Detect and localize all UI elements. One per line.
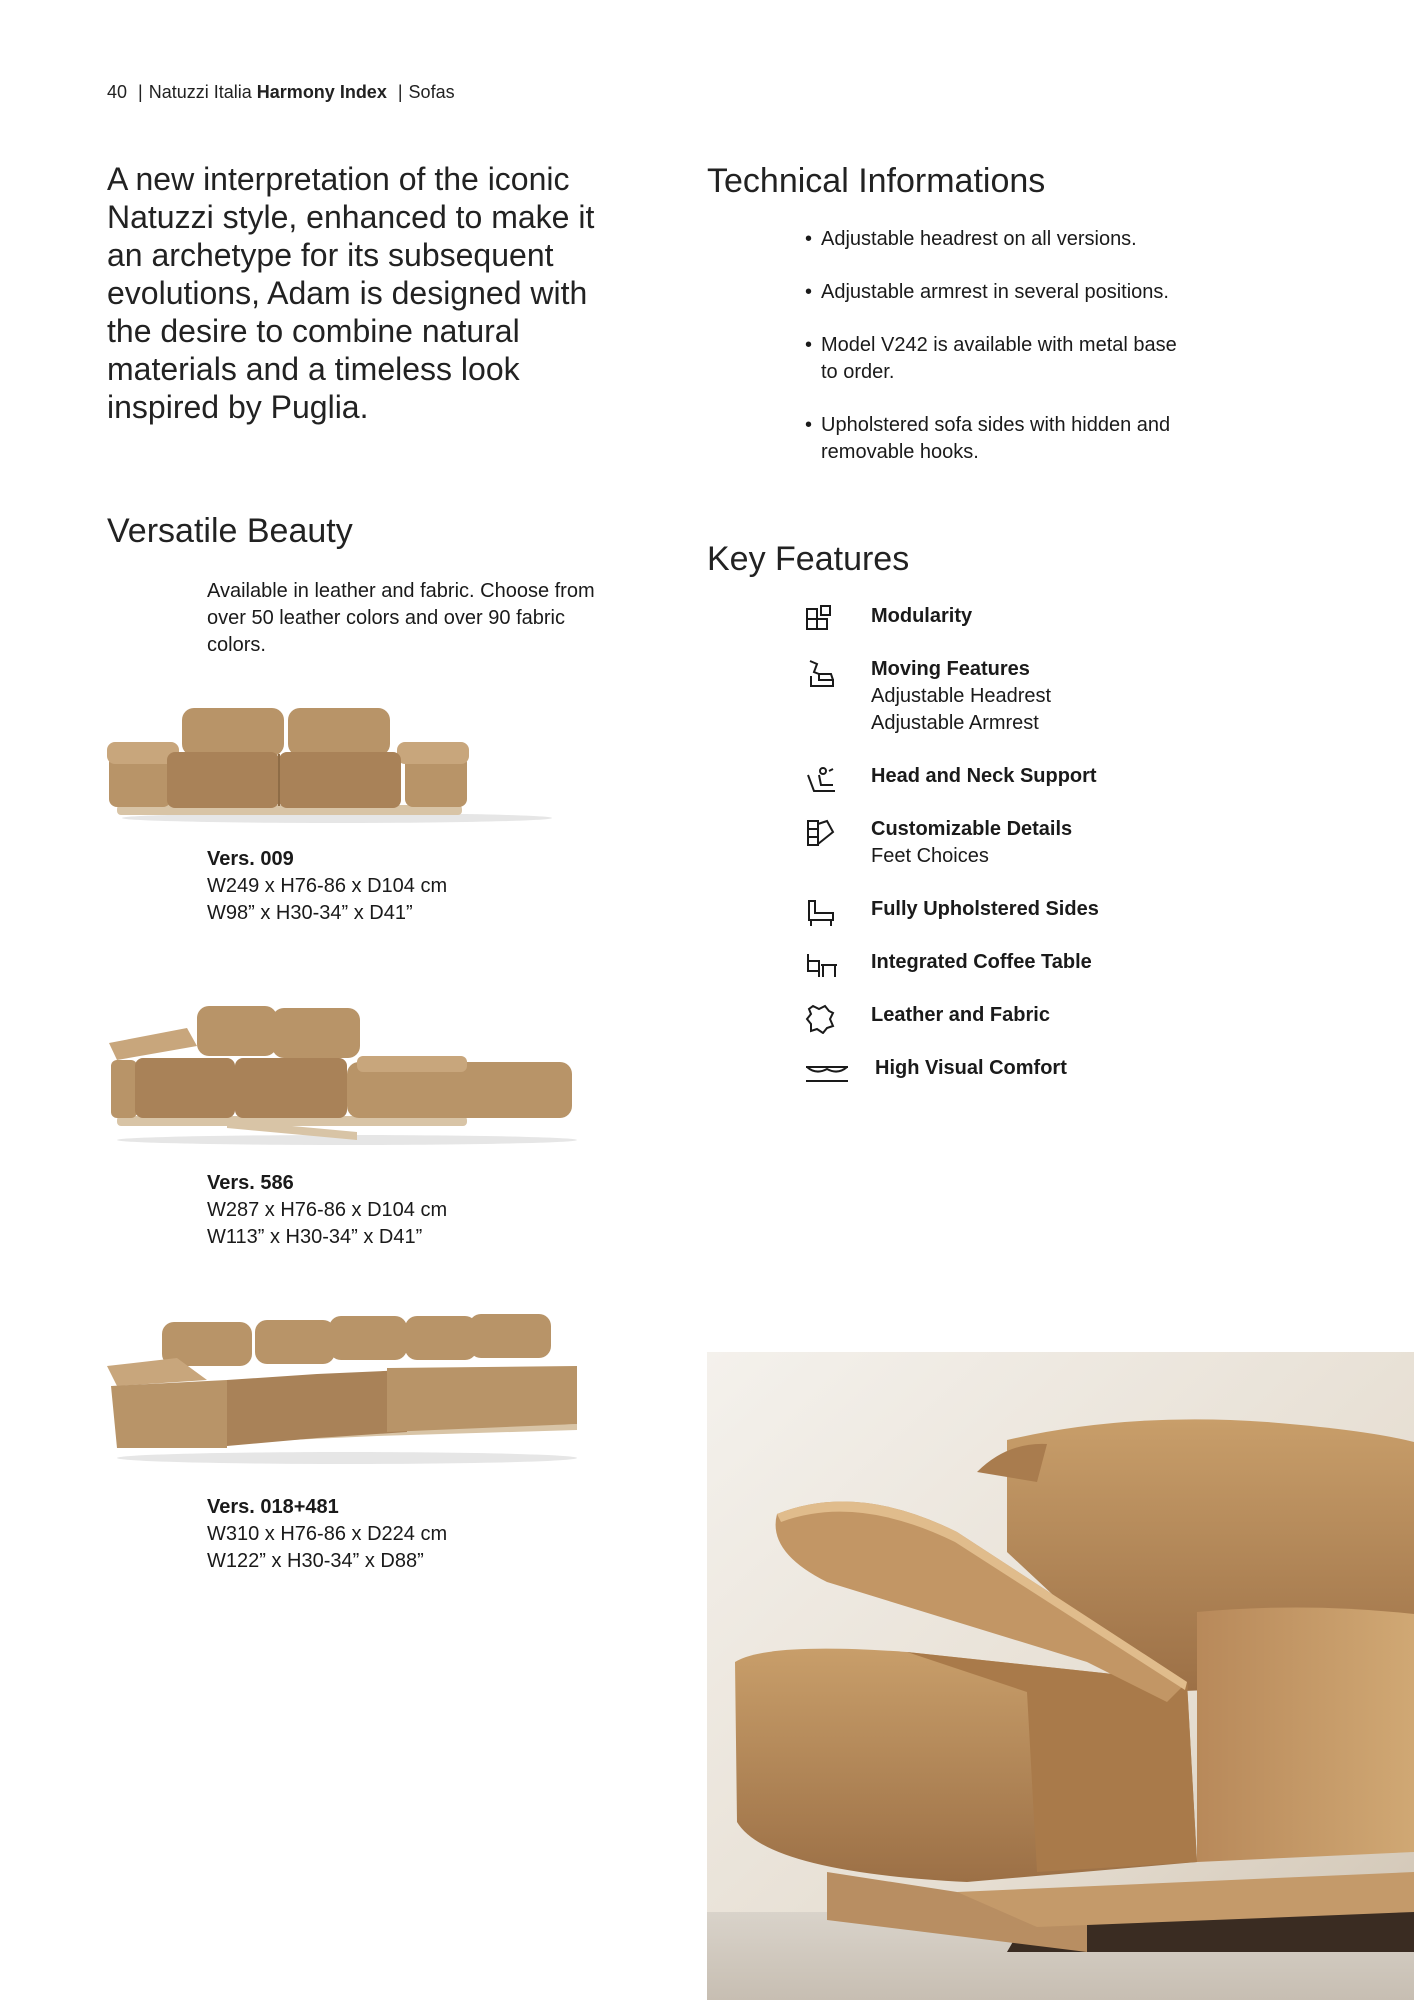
feature-item xyxy=(805,1055,1265,1082)
customizable-details-icon xyxy=(805,818,839,848)
feature-item xyxy=(805,656,1265,737)
feature-item xyxy=(805,1002,1265,1029)
sofa-image-vers-586 xyxy=(107,998,587,1148)
versatile-title: Versatile Beauty xyxy=(107,512,353,550)
version-spec xyxy=(207,1494,447,1575)
sofa-closeup-photo xyxy=(707,1352,1414,2000)
version-metric: W249 x H76-86 x D104 cm xyxy=(207,875,448,897)
visual-comfort-icon xyxy=(805,1057,849,1087)
sofa-image-vers-018-481 xyxy=(107,1308,587,1468)
version-spec xyxy=(207,846,447,927)
version-metric: W310 x H76-86 x D224 cm xyxy=(207,1523,448,1545)
feature-item xyxy=(805,949,1265,976)
version-imperial: W122” x H30-34” x D88” xyxy=(207,1550,424,1572)
technical-bullet: • Model V242 is available with metal base to order. xyxy=(805,332,1181,386)
feature-name: Leather and Fabric xyxy=(871,1004,1050,1026)
version-name: Vers. 009 xyxy=(207,848,294,870)
versatile-text: Available in leather and fabric. Choose from over 50 leather colors and over 90 fabric colors. xyxy=(207,580,595,656)
feature-name: Integrated Coffee Table xyxy=(871,951,1092,973)
version-metric: W287 x H76-86 x D104 cm xyxy=(207,1199,448,1221)
brand-name: Natuzzi Italia xyxy=(148,82,252,102)
feature-detail: Adjustable Headrest xyxy=(871,685,1052,707)
technical-bullet: • Adjustable headrest on all versions. xyxy=(805,226,1245,253)
feature-detail: Adjustable Armrest xyxy=(871,712,1039,734)
page-number: 40 xyxy=(107,82,128,102)
version-spec xyxy=(207,1170,447,1251)
feature-detail: Feet Choices xyxy=(871,845,989,867)
technical-title: Technical Informations xyxy=(707,162,1046,200)
feature-name: Modularity xyxy=(871,605,973,627)
page-header: 40 | Natuzzi Italia Harmony Index | Sofas xyxy=(107,82,455,102)
technical-list xyxy=(805,226,1245,492)
sofa-image-vers-009 xyxy=(107,700,587,825)
version-imperial: W113” x H30-34” x D41” xyxy=(207,1226,423,1248)
version-name: Vers. 586 xyxy=(207,1172,294,1194)
upholstered-sides-icon xyxy=(805,898,839,928)
feature-item xyxy=(805,763,1265,790)
feature-name: High Visual Comfort xyxy=(875,1057,1067,1079)
technical-bullet: • Adjustable armrest in several positions. xyxy=(805,279,1245,306)
coffee-table-icon xyxy=(805,951,839,981)
modularity-icon xyxy=(805,605,839,635)
feature-name: Moving Features xyxy=(871,658,1030,680)
feature-item xyxy=(805,816,1265,870)
section-name: Sofas xyxy=(408,82,455,102)
feature-name: Customizable Details xyxy=(871,818,1073,840)
intro-paragraph: A new interpretation of the iconic Natuzzi style, enhanced to make it an archetype for its subsequent evolutions, Adam is designed with the desire to combine natural materials and a timeless look inspired by Puglia. xyxy=(107,161,595,425)
version-imperial: W98” x H30-34” x D41” xyxy=(207,902,413,924)
feature-item xyxy=(805,896,1265,923)
key-features-list xyxy=(805,603,1265,1082)
index-name: Harmony Index xyxy=(256,82,387,102)
version-name: Vers. 018+481 xyxy=(207,1496,339,1518)
feature-item xyxy=(805,603,1265,630)
key-features-title: Key Features xyxy=(707,540,910,578)
technical-bullet: • Upholstered sofa sides with hidden and removable hooks. xyxy=(805,412,1181,466)
moving-features-icon xyxy=(805,658,839,688)
feature-name: Fully Upholstered Sides xyxy=(871,898,1099,920)
feature-name: Head and Neck Support xyxy=(871,765,1097,787)
leather-fabric-icon xyxy=(805,1004,839,1034)
head-neck-support-icon xyxy=(805,765,839,795)
